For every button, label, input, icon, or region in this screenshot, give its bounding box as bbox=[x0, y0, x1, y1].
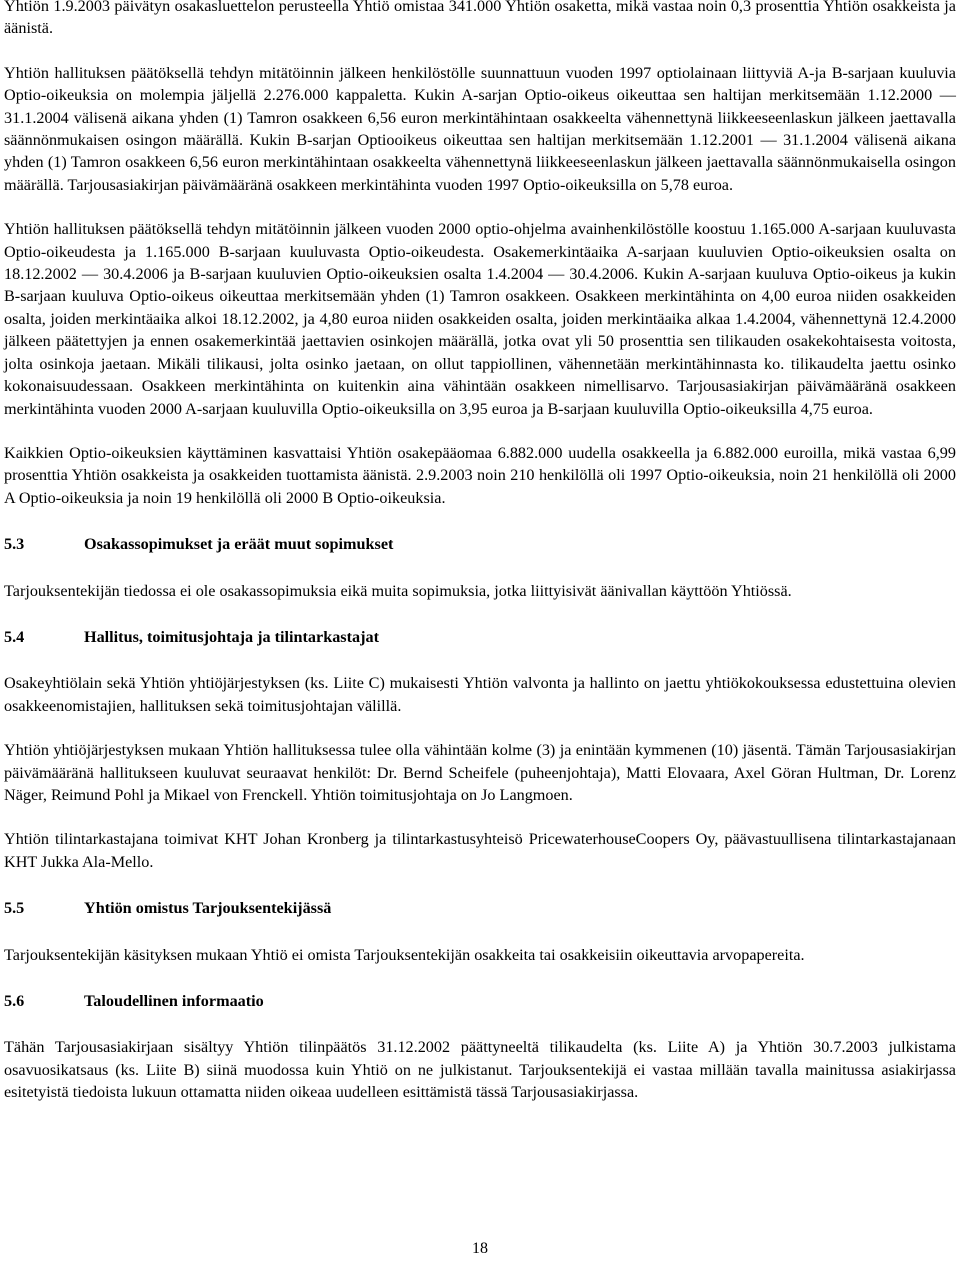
section-number: 5.4 bbox=[4, 627, 25, 646]
section-heading-5-5 bbox=[4, 897, 956, 919]
section-number: 5.6 bbox=[4, 992, 25, 1010]
section-title: Taloudellinen informaatio bbox=[84, 992, 264, 1010]
section-title: Hallitus, toimitusjohtaja ja tilintarkastajat bbox=[84, 627, 379, 646]
paragraph-options-dilution: Kaikkien Optio-oikeuksien käyttäminen kasvattaisi Yhtiön osakepääomaa 6.882.000 uudella osakkeella ja 6.882.000 euroilla, mikä vastaa 6,99 prosenttia Yhtiön osakkeista ja osakkeiden tuottamista äänistä. 2.9.2003 noin 210 henkilöllä oli 1997 Optio-oikeuksia, noin 21 henkilöllä oli 2000 A Optio-oikeuksia ja noin 19 henkilöllä oli 2000 B Optio-oikeuksia. bbox=[4, 443, 956, 507]
section-5-4-paragraph-1: Osakeyhtiölain sekä Yhtiön yhtiöjärjestyksen (ks. Liite C) mukaisesti Yhtiön valvonta ja hallinto on jaettu yhtiökokouksessa edustettuina olevien osakkeenomistajien, hallituksen sekä toimitusjohtajan välillä. bbox=[4, 674, 956, 715]
section-5-6-paragraph: Tähän Tarjousasiakirjaan sisältyy Yhtiön tilinpäätös 31.12.2002 päättyneeltä tilikaudelta (ks. Liite A) ja Yhtiön 30.7.2003 julkistama osavuosikatsaus (ks. Liite B) siinä muodossa kuin Yhtiö on ne julkistanut. Tarjouksentekijä ei vastaa millään tavalla mainitussa asiakirjassa esitetyistä tiedoista lukuun ottamatta niiden oikeaa uudelleen esittämistä tässä Tarjousasiakirjassa. bbox=[4, 1038, 956, 1102]
section-title: Yhtiön omistus Tarjouksentekijässä bbox=[84, 899, 332, 918]
section-number: 5.3 bbox=[4, 535, 25, 554]
section-5-4-paragraph-3: Yhtiön tilintarkastajana toimivat KHT Johan Kronberg ja tilintarkastusyhteisö PricewaterhouseCoopers Oy, päävastuullisena tilintarkastajanaan KHT Jukka Ala-Mello. bbox=[4, 830, 956, 871]
section-title: Osakassopimukset ja eräät muut sopimukset bbox=[84, 535, 394, 554]
section-number: 5.5 bbox=[4, 899, 25, 918]
paragraph-2000-options: Yhtiön hallituksen päätöksellä tehdyn mitätöinnin jälkeen vuoden 2000 optio-ohjelma avainhenkilöstölle koostuu 1.165.000 A-sarjaan kuuluvasta Optio-oikeudesta ja 1.165.000 B-sarjaan kuuluvasta Optio-oikeudesta. Osakemerkintäaika A-sarjaan kuuluvien Optio-oikeuksien osalta on 18.12.2002 — 30.4.2006 ja B-sarjaan kuuluvien Optio-oikeuksien osalta 1.4.2004 — 30.4.2006. Kukin A-sarjaan kuuluva Optio-oikeus ja kukin B-sarjaan kuuluva Optio-oikeus oikeuttaa merkitsemään yhden (1) Tamron osakkeen. Osakkeen merkintähinta on 4,00 euroa niiden osakkeiden osalta, joiden merkintäaika alkoi 18.12.2002, ja 4,80 euroa niiden osakkeiden osalta, joiden merkintäaika alkaa 1.4.2004, vähennettynä 12.4.2000 jälkeen päätettyjen ja ennen osakemerkintää jaettavien osinkojen määrällä, jotka ovat yli 50 prosenttia sen tilikauden osakekohtaisesta voitosta, jolta osinkoja jaetaan. Mikäli tilikausi, jolta osinko jaetaan, on ollut tappiollinen, vähennetään merkintähinnasta ko. tilikaudelta jaettu osinko kokonaisuudessaan. Osakkeen merkintähinta on kuitenkin aina vähintään osakkeen nimellisarvo. Tarjousasiakirjan päivämääränä osakkeen merkintähinta vuoden 2000 A-sarjaan kuuluvilla Optio-oikeuksilla on 3,95 euroa ja B-sarjaan kuuluvilla Optio-oikeuksilla 4,75 euroa. bbox=[4, 220, 956, 418]
section-5-4-paragraph-2: Yhtiön yhtiöjärjestyksen mukaan Yhtiön hallituksessa tulee olla vähintään kolme (3) ja enintään kymmenen (10) jäsentä. Tämän Tarjousasiakirjan päivämääränä hallitukseen kuuluvat seuraavat henkilöt: Dr. Bernd Scheifele (puheenjohtaja), Matti Elovaara, Axel Göran Hultman, Dr. Lorenz Näger, Reimund Pohl ja Mikael von Frenckell. Yhtiön toimitusjohtaja on Jo Langmoen. bbox=[4, 741, 956, 804]
section-heading-5-6 bbox=[4, 990, 956, 1012]
paragraph-treasury-shares: Yhtiön 1.9.2003 päivätyn osakasluettelon perusteella Yhtiö omistaa 341.000 Yhtiön osaketta, mikä vastaa noin 0,3 prosenttia Yhtiön osakkeista ja äänistä. bbox=[4, 0, 956, 38]
paragraph-1997-options: Yhtiön hallituksen päätöksellä tehdyn mitätöinnin jälkeen henkilöstölle suunnattuun vuoden 1997 optiolainaan liittyviä A-ja B-sarjaan kuuluvia Optio-oikeuksia on molempia jäljellä 2.276.000 kappaletta. Kukin A-sarjan Optio-oikeus oikeuttaa sen haltijan merkitsemään 1.12.2000 — 31.1.2004 välisenä aikana yhden (1) Tamron osakkeen 6,56 euron merkintähintaan osakkeelta vähennettynä liikkeeseenlaskun jälkeen jaettavalla säännönmukaisen osingon määrällä. Kukin B-sarjan Optiooikeus oikeuttaa sen haltijan merkitsemään 1.12.2001 — 31.1.2004 välisenä aikana yhden (1) Tamron osakkeen 6,56 euron merkintähintaan osakkeelta vähennettynä liikkeeseenlaskun jälkeen jaettavalla säännönmukaisella osingon määrällä. Tarjousasiakirjan päivämääränä osakkeen merkintähinta vuoden 1997 Optio-oikeuksilla on 5,78 euroa. bbox=[4, 63, 956, 194]
page-number: 18 bbox=[472, 1240, 488, 1257]
section-heading-5-3 bbox=[4, 533, 956, 555]
section-heading-5-4 bbox=[4, 626, 956, 648]
section-5-5-paragraph: Tarjouksentekijän käsityksen mukaan Yhtiö ei omista Tarjouksentekijän osakkeita tai osakkeisiin oikeuttavia arvopapereita. bbox=[4, 945, 805, 964]
section-5-3-paragraph: Tarjouksentekijän tiedossa ei ole osakassopimuksia eikä muita sopimuksia, jotka liittyisivät äänivallan käyttöön Yhtiössä. bbox=[4, 581, 792, 600]
